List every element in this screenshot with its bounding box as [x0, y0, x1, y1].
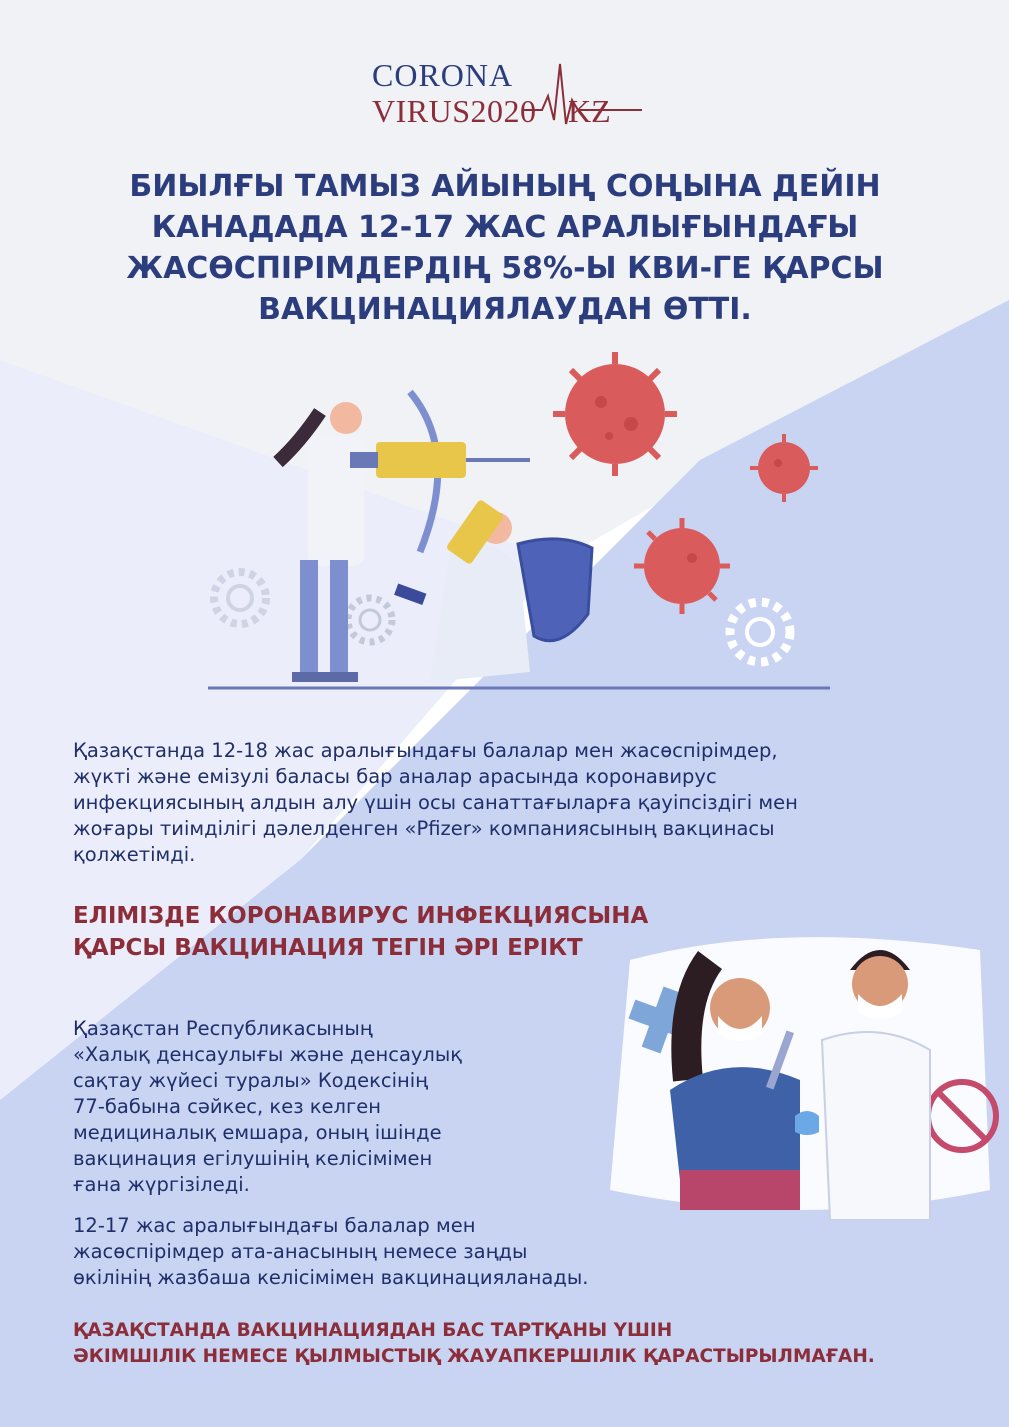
syringe-icon: [350, 442, 530, 478]
code-article-paragraph: [73, 1016, 633, 1198]
virus-icon: [750, 434, 818, 502]
doctor-vaccinating-patient-illustration: [600, 920, 1000, 1220]
paragraph-line: медициналық емшара, оның ішінде: [73, 1121, 442, 1144]
intro-paragraph: [73, 738, 953, 868]
paragraph-line: «Халық денсаулығы және денсаулық: [73, 1043, 463, 1066]
paragraph-line: жоғары тиімділігі дәлелденген «Pfizer» компаниясының вакцинасы: [73, 817, 775, 840]
paragraph-line: 77-бабына сәйкес, кез келген: [73, 1095, 382, 1118]
heading-line: ЕЛІМІЗДЕ КОРОНАВИРУС ИНФЕКЦИЯСЫНА: [73, 903, 649, 929]
parental-consent-paragraph: [73, 1213, 773, 1291]
headline-line: БИЫЛҒЫ ТАМЫЗ АЙЫНЫҢ СОҢЫНА ДЕЙІН: [129, 169, 881, 204]
paragraph-line: 12-17 жас аралығындағы балалар мен: [73, 1214, 476, 1237]
shield-icon: [518, 539, 592, 641]
gear-icon: [730, 602, 790, 662]
no-liability-notice: [73, 1318, 875, 1370]
notice-line: ҚАЗАҚСТАНДА ВАКЦИНАЦИЯДАН БАС ТАРТҚАНЫ ҮШІН: [73, 1320, 673, 1341]
gear-icon: [214, 572, 266, 624]
heading-line: ҚАРСЫ ВАКЦИНАЦИЯ ТЕГІН ӘРІ ЕРІКТ: [73, 935, 583, 961]
logo-line-virus2020: VIRUS2020: [372, 93, 537, 129]
free-vaccination-heading: [73, 900, 648, 964]
corona-virus-logo: [372, 58, 642, 138]
paragraph-line: Қазақстанда 12-18 жас аралығындағы балалар мен жасөспірімдер,: [73, 739, 778, 762]
paragraph-line: сақтау жүйесі туралы» Кодексінің: [73, 1069, 429, 1092]
male-doctor-figure: [394, 499, 530, 682]
doctor-archer-vaccine-illustration: [200, 352, 840, 697]
notice-line: ӘКІМШІЛІК НЕМЕСЕ ҚЫЛМЫСТЫҚ ЖАУАПКЕРШІЛІК ҚАРАСТЫРЫЛМАҒАН.: [73, 1346, 875, 1367]
paragraph-line: қолжетімді.: [73, 843, 196, 866]
paragraph-line: вакцинация егілушінің келісімімен: [73, 1147, 433, 1170]
paragraph-line: ғана жүргізіледі.: [73, 1173, 250, 1196]
paragraph-line: өкілінің жазбаша келісімімен вакцинацияланады.: [73, 1266, 589, 1289]
paragraph-line: жасөспірімдер ата-анасының немесе заңды: [73, 1240, 528, 1263]
logo-line-corona: CORONA: [372, 57, 514, 93]
logo-line-kz: KZ: [568, 93, 611, 129]
headline: [60, 166, 950, 330]
paragraph-line: жүкті және емізулі баласы бар аналар арасында коронавирус: [73, 765, 717, 788]
gear-icon: [348, 598, 392, 642]
virus-icon: [634, 518, 730, 614]
headline-line: ЖАСӨСПІРІМДЕРДІҢ 58%-Ы КВИ-ГЕ ҚАРСЫ: [126, 251, 884, 286]
paragraph-line: инфекциясының алдын алу үшін осы санаттағыларға қауіпсіздігі мен: [73, 791, 798, 814]
headline-line: КАНАДАДА 12-17 ЖАС АРАЛЫҒЫНДАҒЫ: [151, 210, 859, 245]
headline-line: ВАКЦИНАЦИЯЛАУДАН ӨТТІ.: [258, 292, 752, 327]
female-doctor-figure: [278, 402, 364, 682]
virus-icon: [553, 352, 677, 476]
paragraph-line: Қазақстан Республикасының: [73, 1017, 373, 1040]
